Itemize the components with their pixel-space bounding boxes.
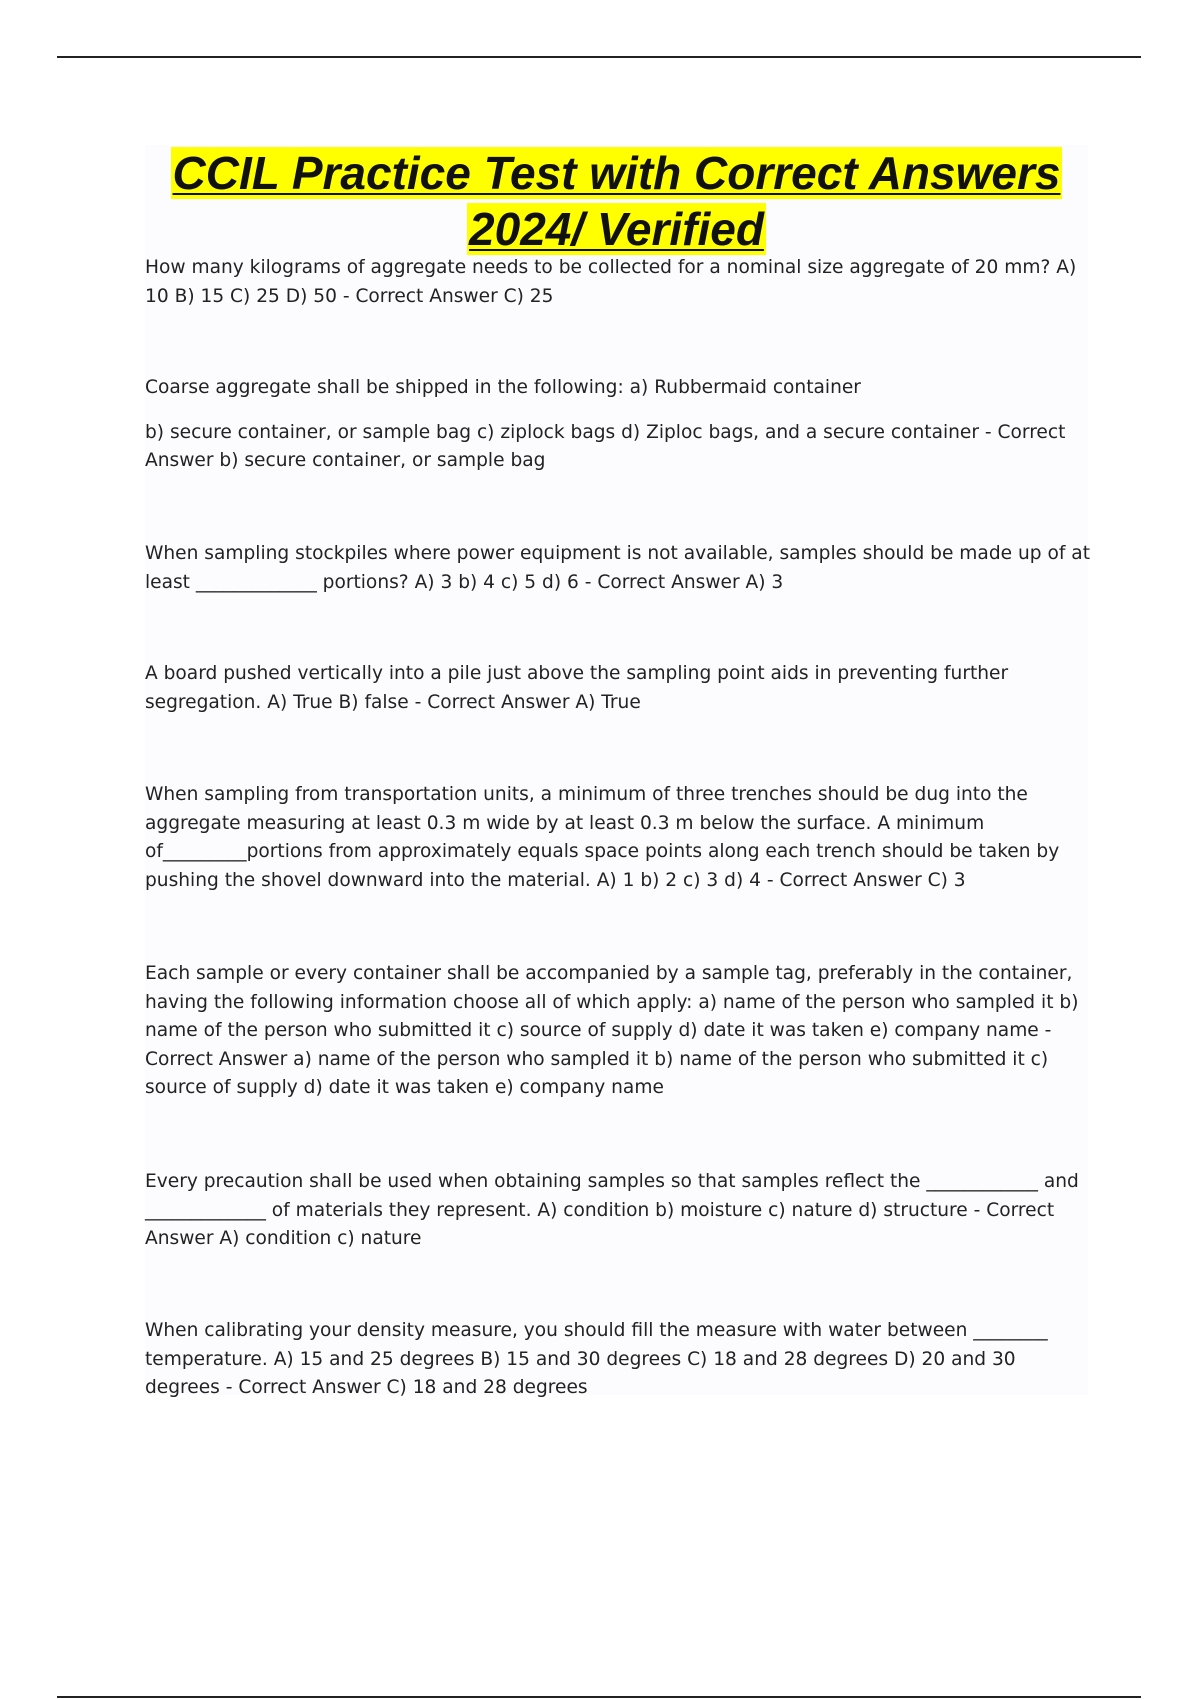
- title-line-1: [145, 145, 1088, 201]
- question-8: [145, 1317, 1090, 1403]
- question-6: [145, 960, 1090, 1103]
- question-3: [145, 540, 1090, 597]
- header-rule: [57, 56, 1141, 58]
- title-line-2: [145, 201, 1088, 257]
- question-1-text: How many kilograms of aggregate needs to be collected for a nominal size aggregate of 20 mm? A) 10 B) 15 C) 25 D) 50 - Correct Answer C) 25: [145, 257, 1077, 307]
- question-1: [145, 254, 1090, 311]
- question-5-text: When sampling from transportation units, a minimum of three trenches should be dug into the aggregate measuring at least 0.3 m wide by at least 0.3 m below the surface. A minimum of_________portions from approximately equals space points along each trench should be taken by pushing the shovel downward into the material. A) 1 b) 2 c) 3 d) 4 - Correct Answer C) 3: [145, 784, 1060, 891]
- document-title: [145, 145, 1088, 257]
- question-4-text: A board pushed vertically into a pile just above the sampling point aids in preventing further segregation. A) True B) false - Correct Answer A) True: [145, 663, 1009, 713]
- question-2-text-continued: b) secure container, or sample bag c) ziplock bags d) Ziploc bags, and a secure container - Correct Answer b) secure container, or sample bag: [145, 421, 1066, 471]
- question-2: [145, 374, 1090, 476]
- question-2-text: Coarse aggregate shall be shipped in the following: a) Rubbermaid container: [145, 377, 861, 398]
- question-7-text: Every precaution shall be used when obtaining samples so that samples reflect the ____________ and _____________ of materials they represent. A) condition b) moisture c) nature d) structure - Correct Answer A) condition c) nature: [145, 1171, 1079, 1249]
- question-8-text: When calibrating your density measure, you should fill the measure with water between ________ temperature. A) 15 and 25 degrees B) 15 and 30 degrees C) 18 and 28 degrees D) 20 and 30 degrees - Correct Answer C) 18 and 28 degrees: [145, 1320, 1048, 1398]
- title-line-1-text: CCIL Practice Test with Correct Answers: [172, 147, 1061, 199]
- question-3-text: When sampling stockpiles where power equipment is not available, samples should be made up of at least _____________ portions? A) 3 b) 4 c) 5 d) 6 - Correct Answer A) 3: [145, 543, 1090, 593]
- title-line-2-text: 2024/ Verified: [469, 203, 764, 255]
- footer-rule: [57, 1696, 1141, 1698]
- question-7: [145, 1168, 1090, 1254]
- question-6-text: Each sample or every container shall be accompanied by a sample tag, preferably in the container, having the following information choose all of which apply: a) name of the person who sampled it b) name of the person who submitted it c) source of supply d) date it was taken e) company name - Correct Answer a) name of the person who sampled it b) name of the person who submitted it c) source of supply d) date it was taken e) company name: [145, 963, 1079, 1098]
- question-4: [145, 660, 1090, 717]
- question-5: [145, 781, 1090, 895]
